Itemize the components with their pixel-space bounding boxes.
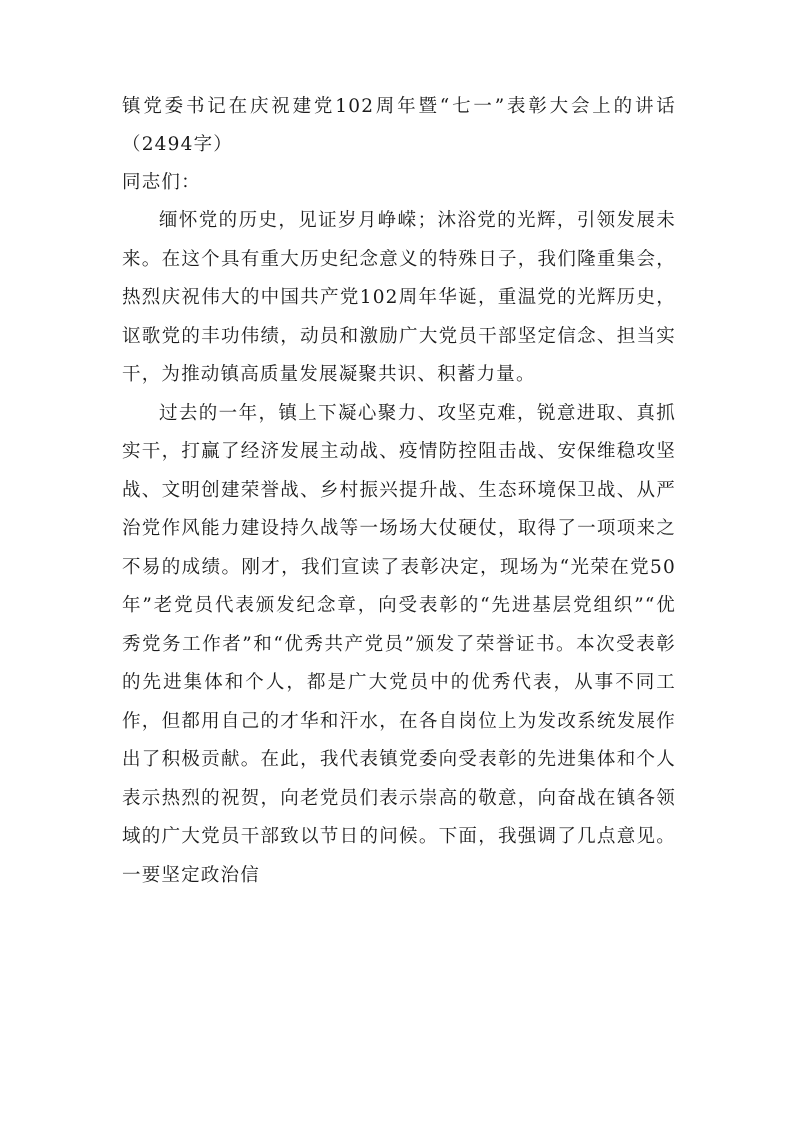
- document-title: 镇党委书记在庆祝建党102周年暨“七一”表彰大会上的讲话（2494字）: [122, 96, 676, 155]
- greeting: 同志们：: [122, 172, 201, 193]
- document-body: [122, 88, 676, 895]
- paragraph-2: 过去的一年，镇上下凝心聚力、攻坚克难，锐意进取、真抓实干，打赢了经济发展主动战、疫情防控阻击战、安保维稳攻坚战、文明创建荣誉战、乡村振兴提升战、生态环境保卫战、从严治党作风能力建设持久战等一场场大仗硬仗，取得了一项项来之不易的成绩。刚才，我们宣读了表彰决定，现场为“光荣在党50年”老党员代表颁发纪念章，向受表彰的“先进基层党组织”“优秀党务工作者”和“优秀共产党员”颁发了荣誉证书。本次受表彰的先进集体和个人，都是广大党员中的优秀代表，从事不同工作，但都用自己的才华和汗水，在各自岗位上为发改系统发展作出了积极贡献。在此，我代表镇党委向受表彰的先进集体和个人表示热烈的祝贺，向老党员们表示崇高的敬意，向奋战在镇各领域的广大党员干部致以节日的问候。下面，我强调了几点意见。一要坚定政治信: [122, 402, 676, 886]
- paragraph-1: 缅怀党的历史，见证岁月峥嵘；沐浴党的光辉，引领发展未来。在这个具有重大历史纪念意义的特殊日子，我们隆重集会，热烈庆祝伟大的中国共产党102周年华诞，重温党的光辉历史，讴歌党的丰功伟绩，动员和激励广大党员干部坚定信念、担当实干，为推动镇高质量发展凝聚共识、积蓄力量。: [122, 210, 676, 385]
